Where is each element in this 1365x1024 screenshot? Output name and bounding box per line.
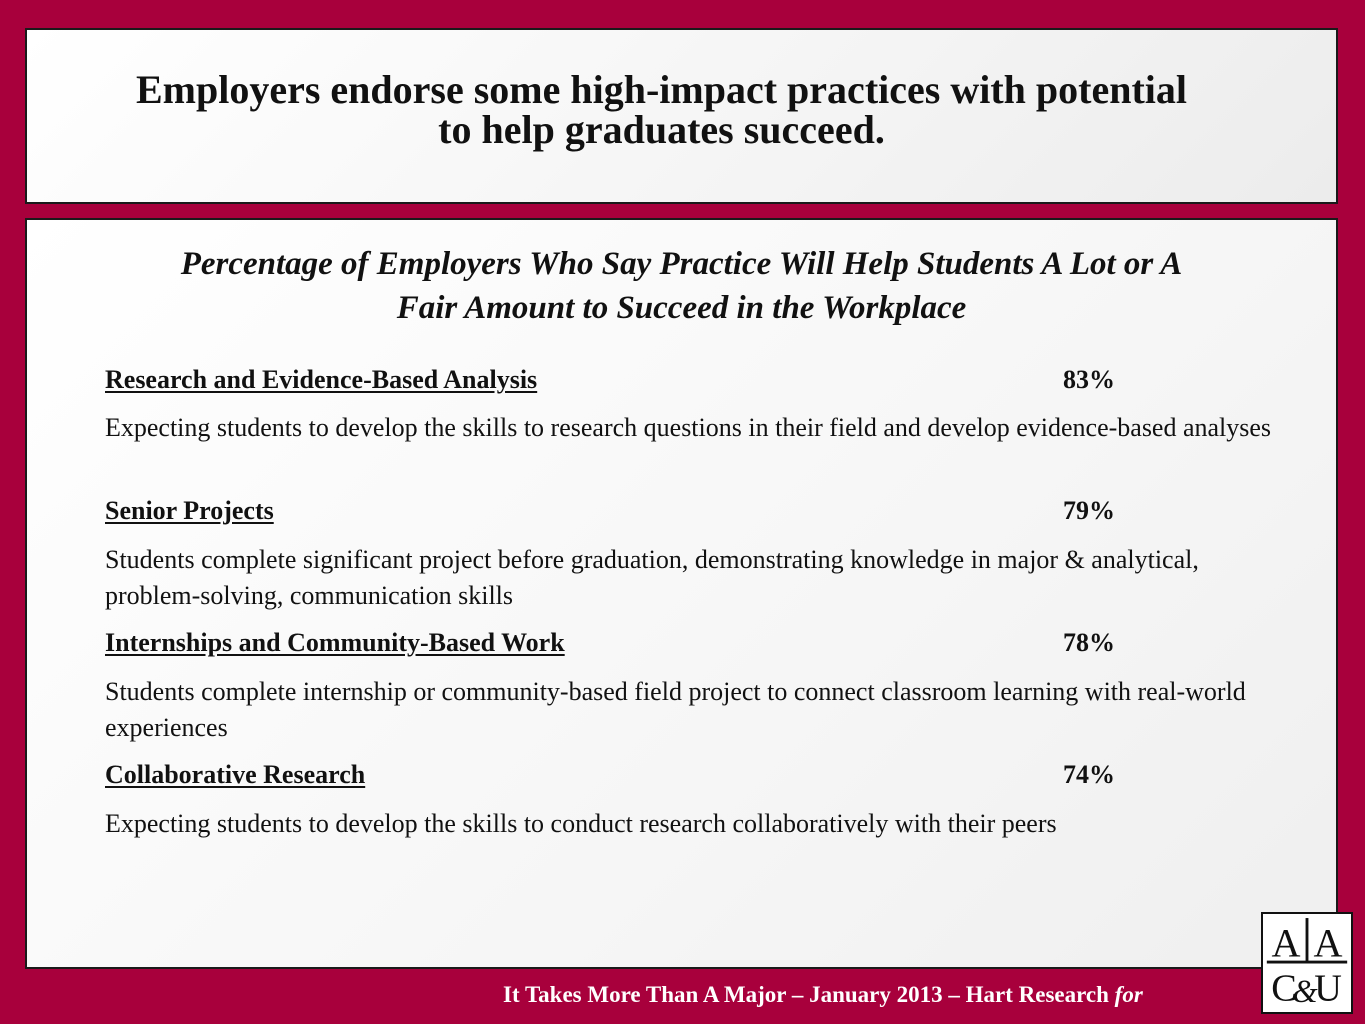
logo-letter-c: C <box>1271 967 1297 1010</box>
subtitle-line-1: Percentage of Employers Who Say Practice Will Help Students A Lot or A <box>180 246 1183 282</box>
logo-letter-u: U <box>1314 967 1342 1010</box>
footer-credit <box>503 982 1143 1008</box>
practice-name: Research and Evidence-Based Analysis <box>105 365 538 394</box>
title-panel <box>25 28 1338 204</box>
practice-description: Expecting students to develop the skills to conduct research collaboratively with their peers <box>105 809 1057 838</box>
practice-description: Expecting students to develop the skills to research questions in their field and develop evidence-based analyses <box>105 413 1272 442</box>
logo-letter-a-left: A <box>1271 920 1301 966</box>
practice-heading <box>105 628 1205 662</box>
practice-percent: 74% <box>1063 760 1115 789</box>
practice-heading <box>105 365 1205 399</box>
aacu-logo <box>1261 912 1353 1014</box>
logo-letter-a-right: A <box>1313 920 1343 966</box>
aacu-logo-icon <box>1263 914 1351 1012</box>
chart-subtitle <box>27 242 1336 330</box>
slide-title-line-1: Employers endorse some high-impact practices with potential <box>135 67 1187 112</box>
practice-description: Students complete significant project before graduation, demonstrating knowledge in major & analytical, problem-solving, communication skills <box>105 545 1199 610</box>
content-panel <box>25 218 1338 969</box>
practice-percent: 78% <box>1063 628 1115 657</box>
practice-percent: 83% <box>1063 365 1115 394</box>
practice-name: Senior Projects <box>105 496 274 525</box>
footer-italic: for <box>1114 982 1143 1007</box>
logo-ampersand: & <box>1292 974 1318 1011</box>
practice-percent: 79% <box>1063 496 1115 525</box>
footer-text: It Takes More Than A Major – January 2013 – Hart Research <box>503 982 1115 1007</box>
practice-name: Collaborative Research <box>105 760 366 789</box>
practice-heading <box>105 496 1205 530</box>
practice-description: Students complete internship or community-based field project to connect classroom learning with real-world experiences <box>105 677 1246 742</box>
practice-name: Internships and Community-Based Work <box>105 628 565 657</box>
slide-title-line-2: to help graduates succeed. <box>438 107 885 152</box>
slide-title <box>27 67 1336 152</box>
practice-heading <box>105 760 1205 794</box>
subtitle-line-2: Fair Amount to Succeed in the Workplace <box>396 290 967 326</box>
